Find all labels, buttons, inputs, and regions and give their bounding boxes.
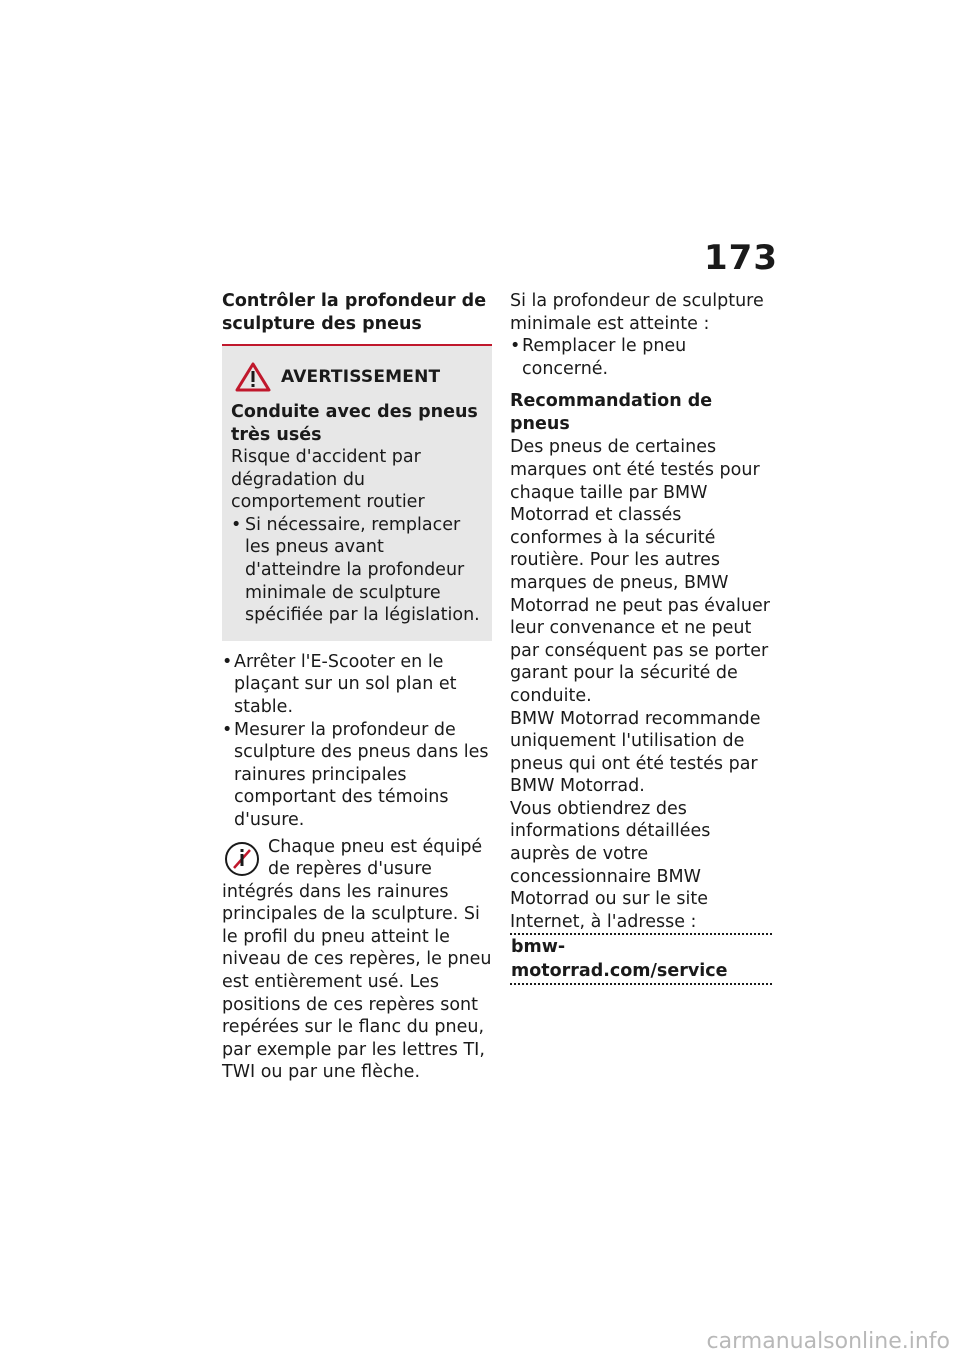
left-column	[222, 290, 492, 1084]
info-text: Chaque pneu est équipé de repères d'usure intégrés dans les rainures principales de la sculpture. Si le profil du pneu atteint le niveau de ces repères, le pneu est entièrement usé. Les positions de ces repères sont repérées sur le flanc du pneu, par exemple par les lettres TI, TWI ou par une flèche.	[222, 836, 492, 1083]
warning-label: AVERTISSEMENT	[281, 367, 441, 387]
list-item: • Remplacer le pneu concerné.	[510, 335, 772, 380]
warning-box	[222, 346, 492, 641]
warning-header	[231, 362, 482, 392]
watermark: carmanualsonline.info	[706, 1329, 950, 1354]
recommendation-text: BMW Motorrad recommande uniquement l'utilisation de pneus qui ont été testés par BMW Motorrad.	[510, 708, 761, 797]
list-item: • Arrêter l'E-Scooter en le plaçant sur un sol plan et stable.	[222, 651, 492, 719]
step-list	[510, 335, 772, 380]
service-link[interactable]: bmw-motorrad.com/service	[510, 933, 772, 985]
info-note	[222, 836, 492, 1085]
warning-list	[231, 514, 482, 627]
warning-text: Risque d'accident par dégradation du comportement routier	[231, 447, 425, 513]
section-title: Contrôler la profondeur de sculpture des pneus	[222, 291, 487, 334]
warning-subtitle: Conduite avec des pneus très usés	[231, 402, 478, 445]
recommendation-text: Vous obtiendrez des informations détaillées auprès de votre concessionnaire BMW Motorrad ou sur le site Internet, à l'adresse :	[510, 798, 711, 932]
list-item: • Mesurer la profondeur de sculpture des pneus dans les rainures principales comportant des témoins d'usure.	[222, 719, 492, 832]
recommendation-text: Des pneus de certaines marques ont été testés pour chaque taille par BMW Motorrad et classés conformes à la sécurité routière. Pour les autres marques de pneus, BMW Motorrad ne peut pas évaluer leur convenance et ne peut par conséquent pas se porter garant pour la sécurité de conduite.	[510, 437, 770, 706]
recommendation-title: Recommandation de pneus	[510, 391, 713, 435]
list-item: • Si nécessaire, remplacer les pneus avant d'atteindre la profondeur minimale de sculpture spécifiée par la législation.	[231, 514, 482, 627]
right-column	[510, 290, 772, 985]
info-icon	[224, 838, 260, 880]
warning-triangle-icon	[235, 362, 271, 392]
intro-text: Si la profondeur de sculpture minimale est atteinte :	[510, 291, 764, 334]
page-number: 173	[704, 238, 778, 278]
step-list	[222, 651, 492, 832]
